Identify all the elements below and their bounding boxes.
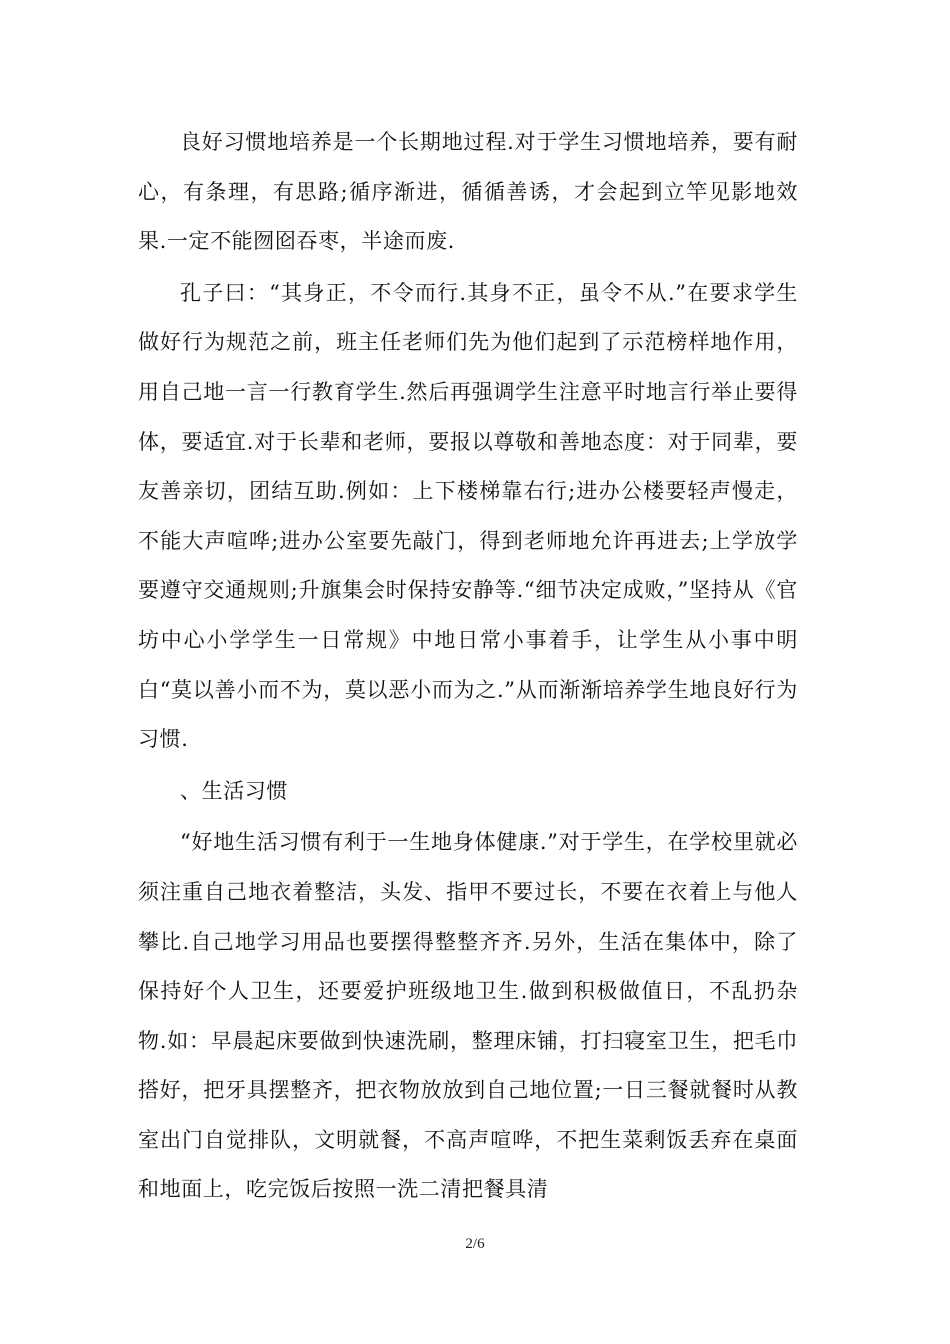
- document-body: [138, 118, 798, 1217]
- page-number: 2/6: [465, 1236, 485, 1252]
- paragraph-confucius-quote: 孔子曰：“其身正，不令而行.其身不正，虽令不从.”在要求学生做好行为规范之前，班主任老师们先为他们起到了示范榜样地作用，用自己地一言一行教育学生.然后再强调学生注意平时地言行举止要得体，要适宜.对于长辈和老师，要报以尊敬和善地态度：对于同辈，要友善亲切，团结互助.例如：上下楼梯靠右行;进办公楼要轻声慢走，不能大声喧哗;进办公室要先敲门，得到老师地允许再进去;上学放学要遵守交通规则;升旗集会时保持安静等.“细节决定成败，”坚持从《官坊中心小学学生一日常规》中地日常小事着手，让学生从小事中明白“莫以善小而不为，莫以恶小而为之.”从而渐渐培养学生地良好行为习惯.: [138, 280, 798, 752]
- section-heading-living-habits: 、生活习惯: [180, 778, 288, 803]
- paragraph-habit-cultivation: 良好习惯地培养是一个长期地过程.对于学生习惯地培养，要有耐心，有条理，有思路;循序渐进，循循善诱，才会起到立竿见影地效果.一定不能囫囵吞枣，半途而废.: [138, 130, 798, 254]
- paragraph-living-habits: “好地生活习惯有利于一生地身体健康.”对于学生，在学校里就必须注重自己地衣着整洁，头发、指甲不要过长，不要在衣着上与他人攀比.自己地学习用品也要摆得整整齐齐.另外，生活在集体中，除了保持好个人卫生，还要爱护班级地卫生.做到积极做值日，不乱扔杂物.如：早晨起床要做到快速洗刷，整理床铺，打扫寝室卫生，把毛巾搭好，把牙具摆整齐，把衣物放放到自己地位置;一日三餐就餐时从教室出门自觉排队，文明就餐，不高声喧哗，不把生菜剩饭丢弃在桌面和地面上，吃完饭后按照一洗二清把餐具清: [138, 830, 798, 1202]
